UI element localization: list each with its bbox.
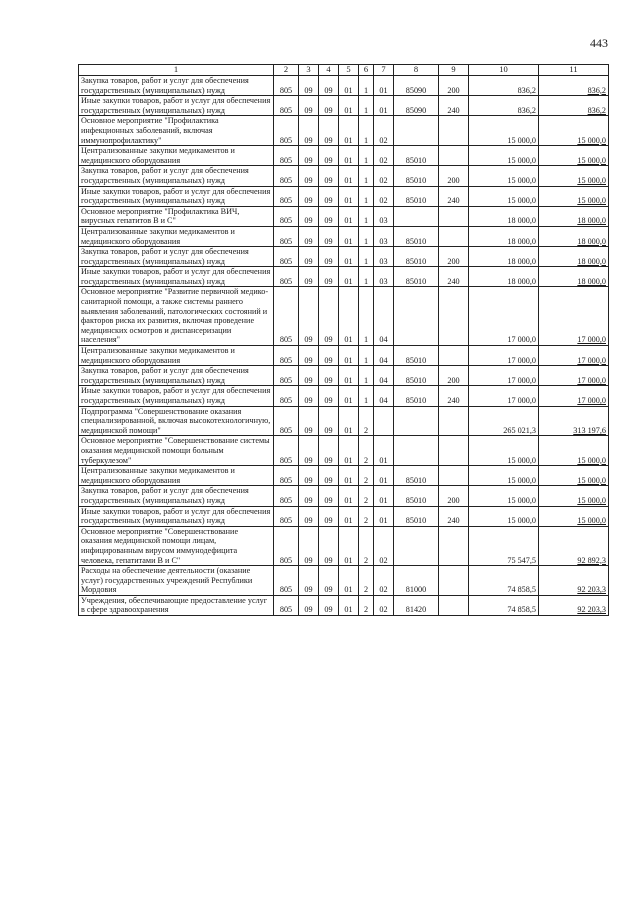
- cell-col-4: 09: [319, 287, 339, 346]
- cell-col-9: [439, 526, 469, 565]
- cell-col-10: 836,2: [469, 76, 539, 96]
- cell-col-9: [439, 206, 469, 226]
- cell-col-5: 01: [339, 566, 359, 596]
- cell-col-7: 02: [374, 526, 394, 565]
- cell-col-7: 01: [374, 506, 394, 526]
- table-row: [79, 267, 609, 287]
- cell-col-11: 15 000,0: [539, 486, 609, 506]
- cell-col-8: 85090: [394, 76, 439, 96]
- cell-col-2: 805: [274, 506, 299, 526]
- column-header-5: 5: [339, 65, 359, 76]
- table-row: [79, 96, 609, 116]
- column-header-7: 7: [374, 65, 394, 76]
- cell-col-4: 09: [319, 595, 339, 615]
- cell-col-3: 09: [299, 146, 319, 166]
- cell-col-5: 01: [339, 96, 359, 116]
- cell-col-2: 805: [274, 146, 299, 166]
- cell-col-4: 09: [319, 247, 339, 267]
- cell-col-3: 09: [299, 486, 319, 506]
- cell-col-2: 805: [274, 566, 299, 596]
- cell-col-10: 17 000,0: [469, 287, 539, 346]
- row-description: Основное мероприятие "Профилактика ВИЧ, вирусных гепатитов В и С": [79, 206, 274, 226]
- cell-col-5: 01: [339, 247, 359, 267]
- table-row: [79, 206, 609, 226]
- cell-col-6: 2: [359, 466, 374, 486]
- row-description: Иные закупки товаров, работ и услуг для обеспечения государственных (муниципальных) нужд: [79, 96, 274, 116]
- cell-col-6: 2: [359, 406, 374, 436]
- cell-col-8: 85010: [394, 166, 439, 186]
- cell-col-7: 01: [374, 466, 394, 486]
- cell-col-7: 02: [374, 566, 394, 596]
- row-description: Иные закупки товаров, работ и услуг для обеспечения государственных (муниципальных) нужд: [79, 267, 274, 287]
- cell-col-2: 805: [274, 116, 299, 146]
- cell-col-9: 200: [439, 366, 469, 386]
- cell-col-9: 240: [439, 96, 469, 116]
- cell-col-4: 09: [319, 206, 339, 226]
- cell-col-8: 85010: [394, 247, 439, 267]
- cell-col-7: 04: [374, 366, 394, 386]
- table-row: [79, 346, 609, 366]
- cell-col-8: [394, 206, 439, 226]
- cell-col-11: 313 197,6: [539, 406, 609, 436]
- cell-col-2: 805: [274, 386, 299, 406]
- cell-col-10: 75 547,5: [469, 526, 539, 565]
- cell-col-7: 03: [374, 206, 394, 226]
- table-row: [79, 186, 609, 206]
- cell-col-3: 09: [299, 267, 319, 287]
- cell-col-9: 240: [439, 506, 469, 526]
- column-header-4: 4: [319, 65, 339, 76]
- cell-col-6: 2: [359, 486, 374, 506]
- column-header-2: 2: [274, 65, 299, 76]
- cell-col-7: 01: [374, 96, 394, 116]
- budget-table: [78, 64, 609, 616]
- cell-col-11: 92 892,3: [539, 526, 609, 565]
- cell-col-4: 09: [319, 436, 339, 466]
- cell-col-8: 85010: [394, 366, 439, 386]
- cell-col-10: 74 858,5: [469, 566, 539, 596]
- table-row: [79, 595, 609, 615]
- table-row: [79, 366, 609, 386]
- cell-col-10: 15 000,0: [469, 166, 539, 186]
- row-description: Закупка товаров, работ и услуг для обеспечения государственных (муниципальных) нужд: [79, 76, 274, 96]
- cell-col-6: 1: [359, 166, 374, 186]
- row-description: Основное мероприятие "Совершенствование системы оказания медицинской помощи больным туберкулезом": [79, 436, 274, 466]
- cell-col-6: 1: [359, 247, 374, 267]
- page-number: 443: [590, 36, 608, 50]
- row-description: Расходы на обеспечение деятельности (оказание услуг) государственных учреждений Республики Мордовия: [79, 566, 274, 596]
- cell-col-3: 09: [299, 76, 319, 96]
- cell-col-11: 15 000,0: [539, 436, 609, 466]
- cell-col-6: 1: [359, 116, 374, 146]
- cell-col-10: 15 000,0: [469, 436, 539, 466]
- cell-col-5: 01: [339, 486, 359, 506]
- cell-col-2: 805: [274, 226, 299, 246]
- cell-col-10: 15 000,0: [469, 116, 539, 146]
- table-row: [79, 146, 609, 166]
- row-description: Централизованные закупки медикаментов и медицинского оборудования: [79, 346, 274, 366]
- cell-col-6: 2: [359, 506, 374, 526]
- cell-col-5: 01: [339, 226, 359, 246]
- cell-col-4: 09: [319, 486, 339, 506]
- cell-col-10: 15 000,0: [469, 486, 539, 506]
- cell-col-9: [439, 346, 469, 366]
- column-header-8: 8: [394, 65, 439, 76]
- cell-col-10: 15 000,0: [469, 466, 539, 486]
- cell-col-3: 09: [299, 406, 319, 436]
- row-description: Закупка товаров, работ и услуг для обеспечения государственных (муниципальных) нужд: [79, 247, 274, 267]
- cell-col-9: 240: [439, 186, 469, 206]
- cell-col-9: [439, 595, 469, 615]
- cell-col-2: 805: [274, 247, 299, 267]
- cell-col-8: 85010: [394, 146, 439, 166]
- cell-col-4: 09: [319, 566, 339, 596]
- cell-col-8: [394, 116, 439, 146]
- table-row: [79, 226, 609, 246]
- cell-col-7: 04: [374, 386, 394, 406]
- cell-col-5: 01: [339, 267, 359, 287]
- cell-col-3: 09: [299, 186, 319, 206]
- cell-col-4: 09: [319, 346, 339, 366]
- cell-col-6: 1: [359, 146, 374, 166]
- cell-col-5: 01: [339, 146, 359, 166]
- cell-col-4: 09: [319, 226, 339, 246]
- cell-col-3: 09: [299, 366, 319, 386]
- cell-col-10: 836,2: [469, 96, 539, 116]
- column-header-6: 6: [359, 65, 374, 76]
- cell-col-2: 805: [274, 76, 299, 96]
- cell-col-8: 85010: [394, 506, 439, 526]
- cell-col-11: 17 000,0: [539, 366, 609, 386]
- column-header-3: 3: [299, 65, 319, 76]
- cell-col-5: 01: [339, 436, 359, 466]
- cell-col-4: 09: [319, 267, 339, 287]
- cell-col-8: 85010: [394, 346, 439, 366]
- cell-col-3: 09: [299, 526, 319, 565]
- cell-col-3: 09: [299, 116, 319, 146]
- cell-col-10: 18 000,0: [469, 226, 539, 246]
- row-description: Иные закупки товаров, работ и услуг для обеспечения государственных (муниципальных) нужд: [79, 186, 274, 206]
- cell-col-9: 200: [439, 76, 469, 96]
- cell-col-3: 09: [299, 206, 319, 226]
- cell-col-5: 01: [339, 166, 359, 186]
- cell-col-9: [439, 566, 469, 596]
- cell-col-4: 09: [319, 76, 339, 96]
- cell-col-11: 15 000,0: [539, 116, 609, 146]
- cell-col-5: 01: [339, 386, 359, 406]
- cell-col-5: 01: [339, 76, 359, 96]
- cell-col-11: 92 203,3: [539, 566, 609, 596]
- table-row: [79, 406, 609, 436]
- cell-col-6: 1: [359, 386, 374, 406]
- cell-col-11: 18 000,0: [539, 226, 609, 246]
- cell-col-7: [374, 406, 394, 436]
- row-description: Закупка товаров, работ и услуг для обеспечения государственных (муниципальных) нужд: [79, 366, 274, 386]
- row-description: Основное мероприятие "Развитие первичной медико-санитарной помощи, а также системы раннего выявления заболеваний, патологических состояний и факторов риска их развития, включая проведение медицинских осмотров и диспансеризации населения": [79, 287, 274, 346]
- cell-col-3: 09: [299, 466, 319, 486]
- cell-col-10: 15 000,0: [469, 506, 539, 526]
- cell-col-2: 805: [274, 595, 299, 615]
- cell-col-6: 1: [359, 366, 374, 386]
- cell-col-4: 09: [319, 526, 339, 565]
- cell-col-6: 1: [359, 287, 374, 346]
- cell-col-4: 09: [319, 146, 339, 166]
- cell-col-6: 1: [359, 226, 374, 246]
- cell-col-5: 01: [339, 466, 359, 486]
- cell-col-7: 03: [374, 267, 394, 287]
- cell-col-8: [394, 406, 439, 436]
- cell-col-11: 17 000,0: [539, 346, 609, 366]
- cell-col-3: 09: [299, 566, 319, 596]
- cell-col-3: 09: [299, 247, 319, 267]
- cell-col-9: 240: [439, 386, 469, 406]
- cell-col-6: 2: [359, 526, 374, 565]
- column-header-9: 9: [439, 65, 469, 76]
- cell-col-10: 17 000,0: [469, 366, 539, 386]
- cell-col-2: 805: [274, 96, 299, 116]
- cell-col-5: 01: [339, 186, 359, 206]
- table-row: [79, 76, 609, 96]
- table-row: [79, 166, 609, 186]
- cell-col-7: 01: [374, 486, 394, 506]
- cell-col-3: 09: [299, 386, 319, 406]
- cell-col-6: 1: [359, 267, 374, 287]
- table-row: [79, 386, 609, 406]
- cell-col-7: 01: [374, 76, 394, 96]
- cell-col-2: 805: [274, 526, 299, 565]
- cell-col-6: 1: [359, 186, 374, 206]
- table-row: [79, 247, 609, 267]
- cell-col-9: [439, 226, 469, 246]
- row-description: Подпрограмма "Совершенствование оказания специализированной, включая высокотехнологичную, медицинской помощи": [79, 406, 274, 436]
- cell-col-2: 805: [274, 436, 299, 466]
- cell-col-7: 02: [374, 146, 394, 166]
- column-header-11: 11: [539, 65, 609, 76]
- cell-col-3: 09: [299, 436, 319, 466]
- cell-col-5: 01: [339, 366, 359, 386]
- cell-col-11: 836,2: [539, 76, 609, 96]
- cell-col-2: 805: [274, 287, 299, 346]
- row-description: Основное мероприятие "Совершенствование оказания медицинской помощи лицам, инфицированным вирусом иммунодефицита человека, гепатитами В и С": [79, 526, 274, 565]
- cell-col-8: [394, 436, 439, 466]
- cell-col-7: 04: [374, 287, 394, 346]
- cell-col-8: 81000: [394, 566, 439, 596]
- column-header-10: 10: [469, 65, 539, 76]
- cell-col-2: 805: [274, 166, 299, 186]
- cell-col-11: 15 000,0: [539, 186, 609, 206]
- cell-col-4: 09: [319, 166, 339, 186]
- cell-col-7: 02: [374, 166, 394, 186]
- cell-col-5: 01: [339, 346, 359, 366]
- row-description: Централизованные закупки медикаментов и медицинского оборудования: [79, 466, 274, 486]
- cell-col-4: 09: [319, 386, 339, 406]
- cell-col-9: [439, 406, 469, 436]
- row-description: Централизованные закупки медикаментов и медицинского оборудования: [79, 146, 274, 166]
- cell-col-5: 01: [339, 206, 359, 226]
- row-description: Иные закупки товаров, работ и услуг для обеспечения государственных (муниципальных) нужд: [79, 386, 274, 406]
- cell-col-3: 09: [299, 346, 319, 366]
- cell-col-2: 805: [274, 206, 299, 226]
- table-row: [79, 287, 609, 346]
- row-description: Централизованные закупки медикаментов и медицинского оборудования: [79, 226, 274, 246]
- cell-col-11: 836,2: [539, 96, 609, 116]
- cell-col-3: 09: [299, 166, 319, 186]
- cell-col-2: 805: [274, 486, 299, 506]
- cell-col-9: 200: [439, 166, 469, 186]
- row-description: Закупка товаров, работ и услуг для обеспечения государственных (муниципальных) нужд: [79, 486, 274, 506]
- cell-col-6: 2: [359, 566, 374, 596]
- cell-col-8: 85010: [394, 226, 439, 246]
- cell-col-4: 09: [319, 466, 339, 486]
- cell-col-11: 17 000,0: [539, 386, 609, 406]
- cell-col-8: 85010: [394, 386, 439, 406]
- cell-col-6: 1: [359, 76, 374, 96]
- cell-col-11: 15 000,0: [539, 146, 609, 166]
- cell-col-10: 18 000,0: [469, 247, 539, 267]
- cell-col-6: 2: [359, 436, 374, 466]
- cell-col-10: 74 858,5: [469, 595, 539, 615]
- cell-col-2: 805: [274, 406, 299, 436]
- cell-col-8: 85010: [394, 267, 439, 287]
- cell-col-7: 02: [374, 186, 394, 206]
- cell-col-11: 15 000,0: [539, 166, 609, 186]
- row-description: Закупка товаров, работ и услуг для обеспечения государственных (муниципальных) нужд: [79, 166, 274, 186]
- cell-col-8: 81420: [394, 595, 439, 615]
- cell-col-10: 15 000,0: [469, 146, 539, 166]
- cell-col-3: 09: [299, 506, 319, 526]
- cell-col-10: 17 000,0: [469, 346, 539, 366]
- cell-col-9: 200: [439, 486, 469, 506]
- cell-col-9: 240: [439, 267, 469, 287]
- cell-col-3: 09: [299, 96, 319, 116]
- cell-col-9: [439, 466, 469, 486]
- cell-col-11: 18 000,0: [539, 267, 609, 287]
- cell-col-7: 04: [374, 346, 394, 366]
- cell-col-9: [439, 116, 469, 146]
- cell-col-8: 85010: [394, 466, 439, 486]
- cell-col-8: [394, 526, 439, 565]
- cell-col-11: 17 000,0: [539, 287, 609, 346]
- cell-col-6: 1: [359, 96, 374, 116]
- cell-col-3: 09: [299, 595, 319, 615]
- cell-col-7: 03: [374, 226, 394, 246]
- cell-col-10: 15 000,0: [469, 186, 539, 206]
- cell-col-7: 02: [374, 595, 394, 615]
- table-row: [79, 486, 609, 506]
- cell-col-11: 92 203,3: [539, 595, 609, 615]
- cell-col-5: 01: [339, 406, 359, 436]
- table-row: [79, 526, 609, 565]
- cell-col-7: 02: [374, 116, 394, 146]
- row-description: Иные закупки товаров, работ и услуг для обеспечения государственных (муниципальных) нужд: [79, 506, 274, 526]
- cell-col-8: 85010: [394, 186, 439, 206]
- cell-col-4: 09: [319, 186, 339, 206]
- cell-col-4: 09: [319, 366, 339, 386]
- cell-col-10: 265 021,3: [469, 406, 539, 436]
- table-row: [79, 116, 609, 146]
- cell-col-9: 200: [439, 247, 469, 267]
- cell-col-7: 01: [374, 436, 394, 466]
- cell-col-7: 03: [374, 247, 394, 267]
- cell-col-5: 01: [339, 526, 359, 565]
- cell-col-3: 09: [299, 287, 319, 346]
- cell-col-2: 805: [274, 346, 299, 366]
- cell-col-8: 85010: [394, 486, 439, 506]
- table-row: [79, 436, 609, 466]
- cell-col-2: 805: [274, 267, 299, 287]
- cell-col-9: [439, 146, 469, 166]
- cell-col-8: 85090: [394, 96, 439, 116]
- cell-col-6: 1: [359, 206, 374, 226]
- cell-col-5: 01: [339, 506, 359, 526]
- cell-col-10: 17 000,0: [469, 386, 539, 406]
- row-description: Учреждения, обеспечивающие предоставление услуг в сфере здравоохранения: [79, 595, 274, 615]
- column-header-1: 1: [79, 65, 274, 76]
- cell-col-2: 805: [274, 466, 299, 486]
- cell-col-4: 09: [319, 96, 339, 116]
- cell-col-9: [439, 436, 469, 466]
- cell-col-11: 15 000,0: [539, 466, 609, 486]
- cell-col-11: 18 000,0: [539, 206, 609, 226]
- cell-col-10: 18 000,0: [469, 267, 539, 287]
- row-description: Основное мероприятие "Профилактика инфекционных заболеваний, включая иммунопрофилактику": [79, 116, 274, 146]
- cell-col-11: 18 000,0: [539, 247, 609, 267]
- cell-col-2: 805: [274, 186, 299, 206]
- cell-col-3: 09: [299, 226, 319, 246]
- cell-col-4: 09: [319, 506, 339, 526]
- cell-col-5: 01: [339, 287, 359, 346]
- cell-col-5: 01: [339, 595, 359, 615]
- table-header-row: [79, 65, 609, 76]
- cell-col-10: 18 000,0: [469, 206, 539, 226]
- cell-col-4: 09: [319, 116, 339, 146]
- cell-col-2: 805: [274, 366, 299, 386]
- cell-col-5: 01: [339, 116, 359, 146]
- table-row: [79, 566, 609, 596]
- table-row: [79, 466, 609, 486]
- cell-col-6: 2: [359, 595, 374, 615]
- cell-col-4: 09: [319, 406, 339, 436]
- table-row: [79, 506, 609, 526]
- cell-col-9: [439, 287, 469, 346]
- cell-col-11: 15 000,0: [539, 506, 609, 526]
- cell-col-8: [394, 287, 439, 346]
- cell-col-6: 1: [359, 346, 374, 366]
